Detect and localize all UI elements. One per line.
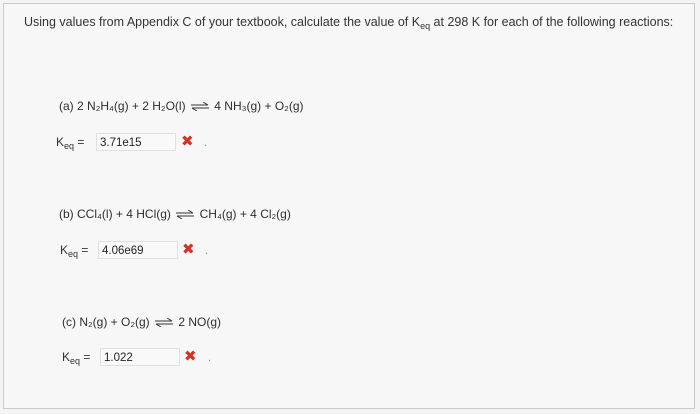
reaction-label: (a) bbox=[59, 99, 74, 113]
keq-answer-input[interactable]: 4.06e69 bbox=[98, 241, 178, 259]
reaction-c bbox=[62, 315, 221, 329]
reaction-label: (b) bbox=[59, 207, 74, 221]
question-panel bbox=[3, 3, 695, 409]
equilibrium-arrow-icon bbox=[191, 102, 209, 111]
prompt-text: Using values from Appendix C of your textbook, calculate the value of K bbox=[24, 15, 421, 29]
products: 4 NH₃(g) + O₂(g) bbox=[214, 99, 304, 113]
keq-row-b bbox=[60, 241, 260, 261]
trailing-dot: . bbox=[208, 352, 212, 364]
incorrect-icon: ✖ bbox=[182, 241, 195, 258]
reaction-label: (c) bbox=[62, 315, 76, 329]
question-prompt bbox=[24, 15, 673, 31]
keq-row-a bbox=[56, 133, 256, 153]
incorrect-icon: ✖ bbox=[181, 133, 194, 150]
keq-row-c bbox=[62, 348, 262, 368]
reactants: N₂(g) + O₂(g) bbox=[79, 315, 150, 329]
trailing-dot: . bbox=[204, 137, 208, 149]
reaction-b bbox=[59, 207, 291, 221]
keq-answer-input[interactable]: 3.71e15 bbox=[96, 133, 176, 151]
keq-label: $K_{eq}$ = bbox=[60, 243, 89, 259]
equilibrium-arrow-icon bbox=[155, 318, 173, 327]
trailing-dot: . bbox=[205, 245, 209, 257]
prompt-text-end: at 298 K for each of the following reactions: bbox=[430, 15, 674, 29]
products: CH₄(g) + 4 Cl₂(g) bbox=[199, 207, 291, 221]
incorrect-icon: ✖ bbox=[184, 348, 197, 365]
keq-label: $K_{eq}$ = bbox=[56, 135, 85, 151]
reaction-a bbox=[59, 99, 304, 113]
keq-label: $K_{eq}$ = bbox=[62, 350, 91, 366]
products: 2 NO(g) bbox=[178, 315, 222, 329]
prompt-subscript: eq bbox=[420, 21, 431, 31]
keq-answer-input[interactable]: 1.022 bbox=[100, 348, 180, 366]
equilibrium-arrow-icon bbox=[176, 210, 194, 219]
reactants: CCl₄(l) + 4 HCl(g) bbox=[77, 207, 171, 221]
reactants: 2 N₂H₄(g) + 2 H₂O(l) bbox=[77, 99, 186, 113]
